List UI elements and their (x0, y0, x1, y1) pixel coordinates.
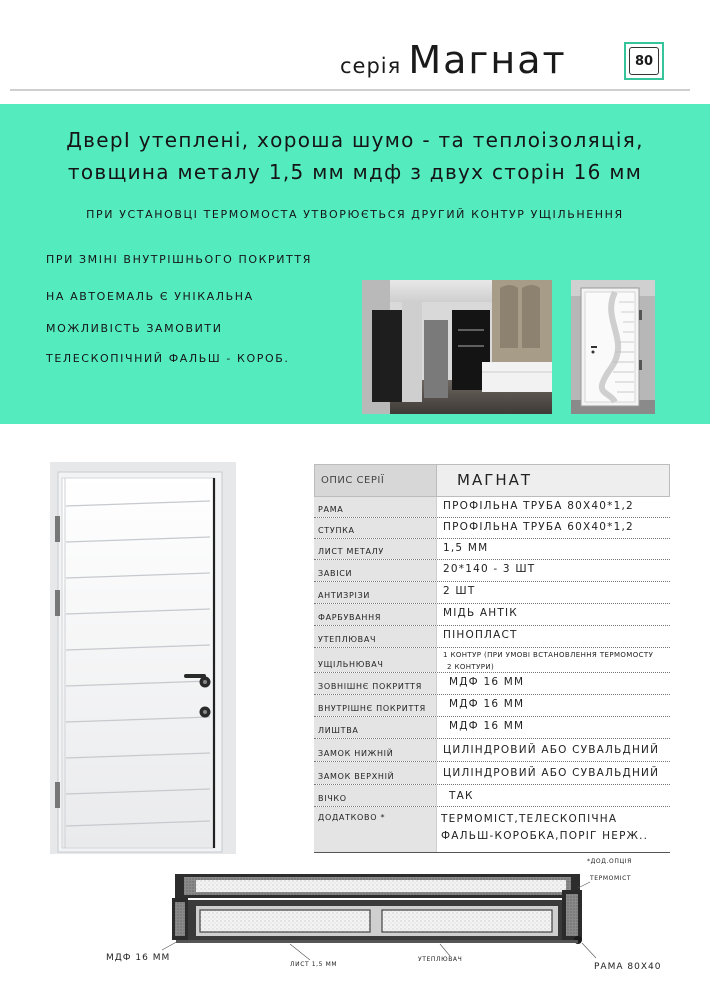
spec-value: ЦИЛІНДРОВИЙ АБО СУВАЛЬДНИЙ (443, 744, 660, 756)
spec-row (314, 539, 670, 560)
feature-line-3: МОЖЛИВІСТЬ ЗАМОВИТИ (46, 322, 223, 335)
spec-label: ДОДАТКОВО * (314, 807, 437, 852)
spec-value: МДФ 16 ММ (449, 698, 525, 710)
thermal-bridge-label: ТЕРМОМІСТ (590, 875, 632, 882)
spec-row (314, 626, 670, 648)
spec-value-line-2: ФАЛЬШ-КОРОБКА,ПОРІГ НЕРЖ.. (441, 830, 649, 842)
spec-head-label: ОПИС СЕРІЇ (314, 464, 437, 497)
spec-label: ЛИШТВА (314, 717, 437, 738)
spec-value-line-1: 1 КОНТУР (ПРИ УМОВІ ВСТАНОВЛЕННЯ ТЕРМОМОСТУ (443, 651, 654, 659)
spec-value: 2 ШТ (443, 585, 476, 597)
spec-value: ЦИЛІНДРОВИЙ АБО СУВАЛЬДНИЙ (443, 767, 660, 779)
spec-row (314, 739, 670, 762)
series-title (340, 38, 567, 82)
insulation-label: УТЕПЛЮВАЧ (418, 956, 463, 963)
spec-value: ПІНОПЛАСТ (443, 629, 518, 641)
mdf-thickness-label: МДФ 16 ММ (106, 953, 171, 963)
spec-value: МДФ 16 ММ (449, 676, 525, 688)
spec-head-value: МАГНАТ (437, 464, 670, 497)
header-divider (10, 89, 690, 91)
spec-label: ЗОВНІШНЄ ПОКРИТТЯ (314, 673, 437, 694)
spec-row (314, 785, 670, 807)
series-name: Магнат (408, 38, 567, 82)
spec-table-header (314, 464, 670, 497)
headline-line-1: ДверІ утеплені, хороша шумо - та теплоізоляція, (66, 128, 644, 152)
metal-sheet-label: ЛИСТ 1,5 ММ (290, 961, 338, 968)
spec-value: ТАК (449, 790, 474, 802)
headline-line-2: товщина металу 1,5 мм мдф з двух сторін 16 мм (67, 160, 643, 184)
spec-label: ФАРБУВАННЯ (314, 604, 437, 625)
door-elevation-drawing (50, 462, 236, 854)
spec-row (314, 518, 670, 539)
feature-line-4: ТЕЛЕСКОПІЧНИЙ ФАЛЬШ - КОРОБ. (46, 352, 290, 365)
spec-value (437, 648, 670, 672)
spec-row (314, 717, 670, 739)
interior-photo (362, 280, 552, 414)
spec-row (314, 582, 670, 604)
spec-value: ПРОФІЛЬНА ТРУБА 80X40*1,2 (443, 500, 634, 512)
spec-row (314, 604, 670, 626)
spec-label: УЩІЛЬНЮВАЧ (314, 648, 437, 672)
spec-value: ПРОФІЛЬНА ТРУБА 60X40*1,2 (443, 521, 634, 533)
spec-row (314, 807, 670, 853)
feature-line-2: НА АВТОЕМАЛЬ Є УНІКАЛЬНА (46, 290, 254, 303)
spec-table (314, 464, 670, 853)
spec-row (314, 695, 670, 717)
spec-label: ЛИСТ МЕТАЛУ (314, 539, 437, 559)
spec-value: МІДЬ АНТІК (443, 607, 518, 619)
page-header (0, 0, 710, 100)
spec-label: ЗАВІСИ (314, 560, 437, 581)
spec-row (314, 648, 670, 673)
spec-label: РАМА (314, 497, 437, 517)
spec-value: 1,5 ММ (443, 542, 489, 554)
spec-row (314, 673, 670, 695)
spec-row (314, 560, 670, 582)
page-number: 80 (629, 47, 659, 75)
spec-value: 20*140 - 3 ШТ (443, 563, 536, 575)
spec-row (314, 497, 670, 518)
spec-label: ЗАМОК НИЖНІЙ (314, 739, 437, 761)
spec-row (314, 762, 670, 785)
spec-value-line-2: 2 КОНТУРИ) (447, 663, 495, 671)
series-word: серія (340, 54, 402, 78)
page-number-badge (624, 42, 664, 80)
spec-label: ВІЧКО (314, 785, 437, 806)
banner-headline (0, 124, 710, 188)
spec-label: АНТИЗРІЗИ (314, 582, 437, 603)
banner-subhead: ПРИ УСТАНОВЦІ ТЕРМОМОСТА УТВОРЮЄТЬСЯ ДРУГИЙ КОНТУР УЩІЛЬНЕННЯ (86, 208, 624, 221)
spec-label: УТЕПЛЮВАЧ (314, 626, 437, 647)
frame-label: РАМА 80X40 (594, 962, 662, 972)
spec-value (437, 807, 670, 852)
spec-label: ЗАМОК ВЕРХНІЙ (314, 762, 437, 784)
spec-label: ВНУТРІШНЄ ПОКРИТТЯ (314, 695, 437, 716)
spec-value-line-1: ТЕРМОМІСТ,ТЕЛЕСКОПІЧНА (441, 813, 618, 825)
spec-value: МДФ 16 ММ (449, 720, 525, 732)
spec-label: СТУПКА (314, 518, 437, 538)
option-note: *ДОД.ОПЦІЯ (587, 858, 632, 865)
door-photo (571, 280, 655, 414)
feature-line-1: ПРИ ЗМІНІ ВНУТРІШНЬОГО ПОКРИТТЯ (46, 253, 312, 266)
